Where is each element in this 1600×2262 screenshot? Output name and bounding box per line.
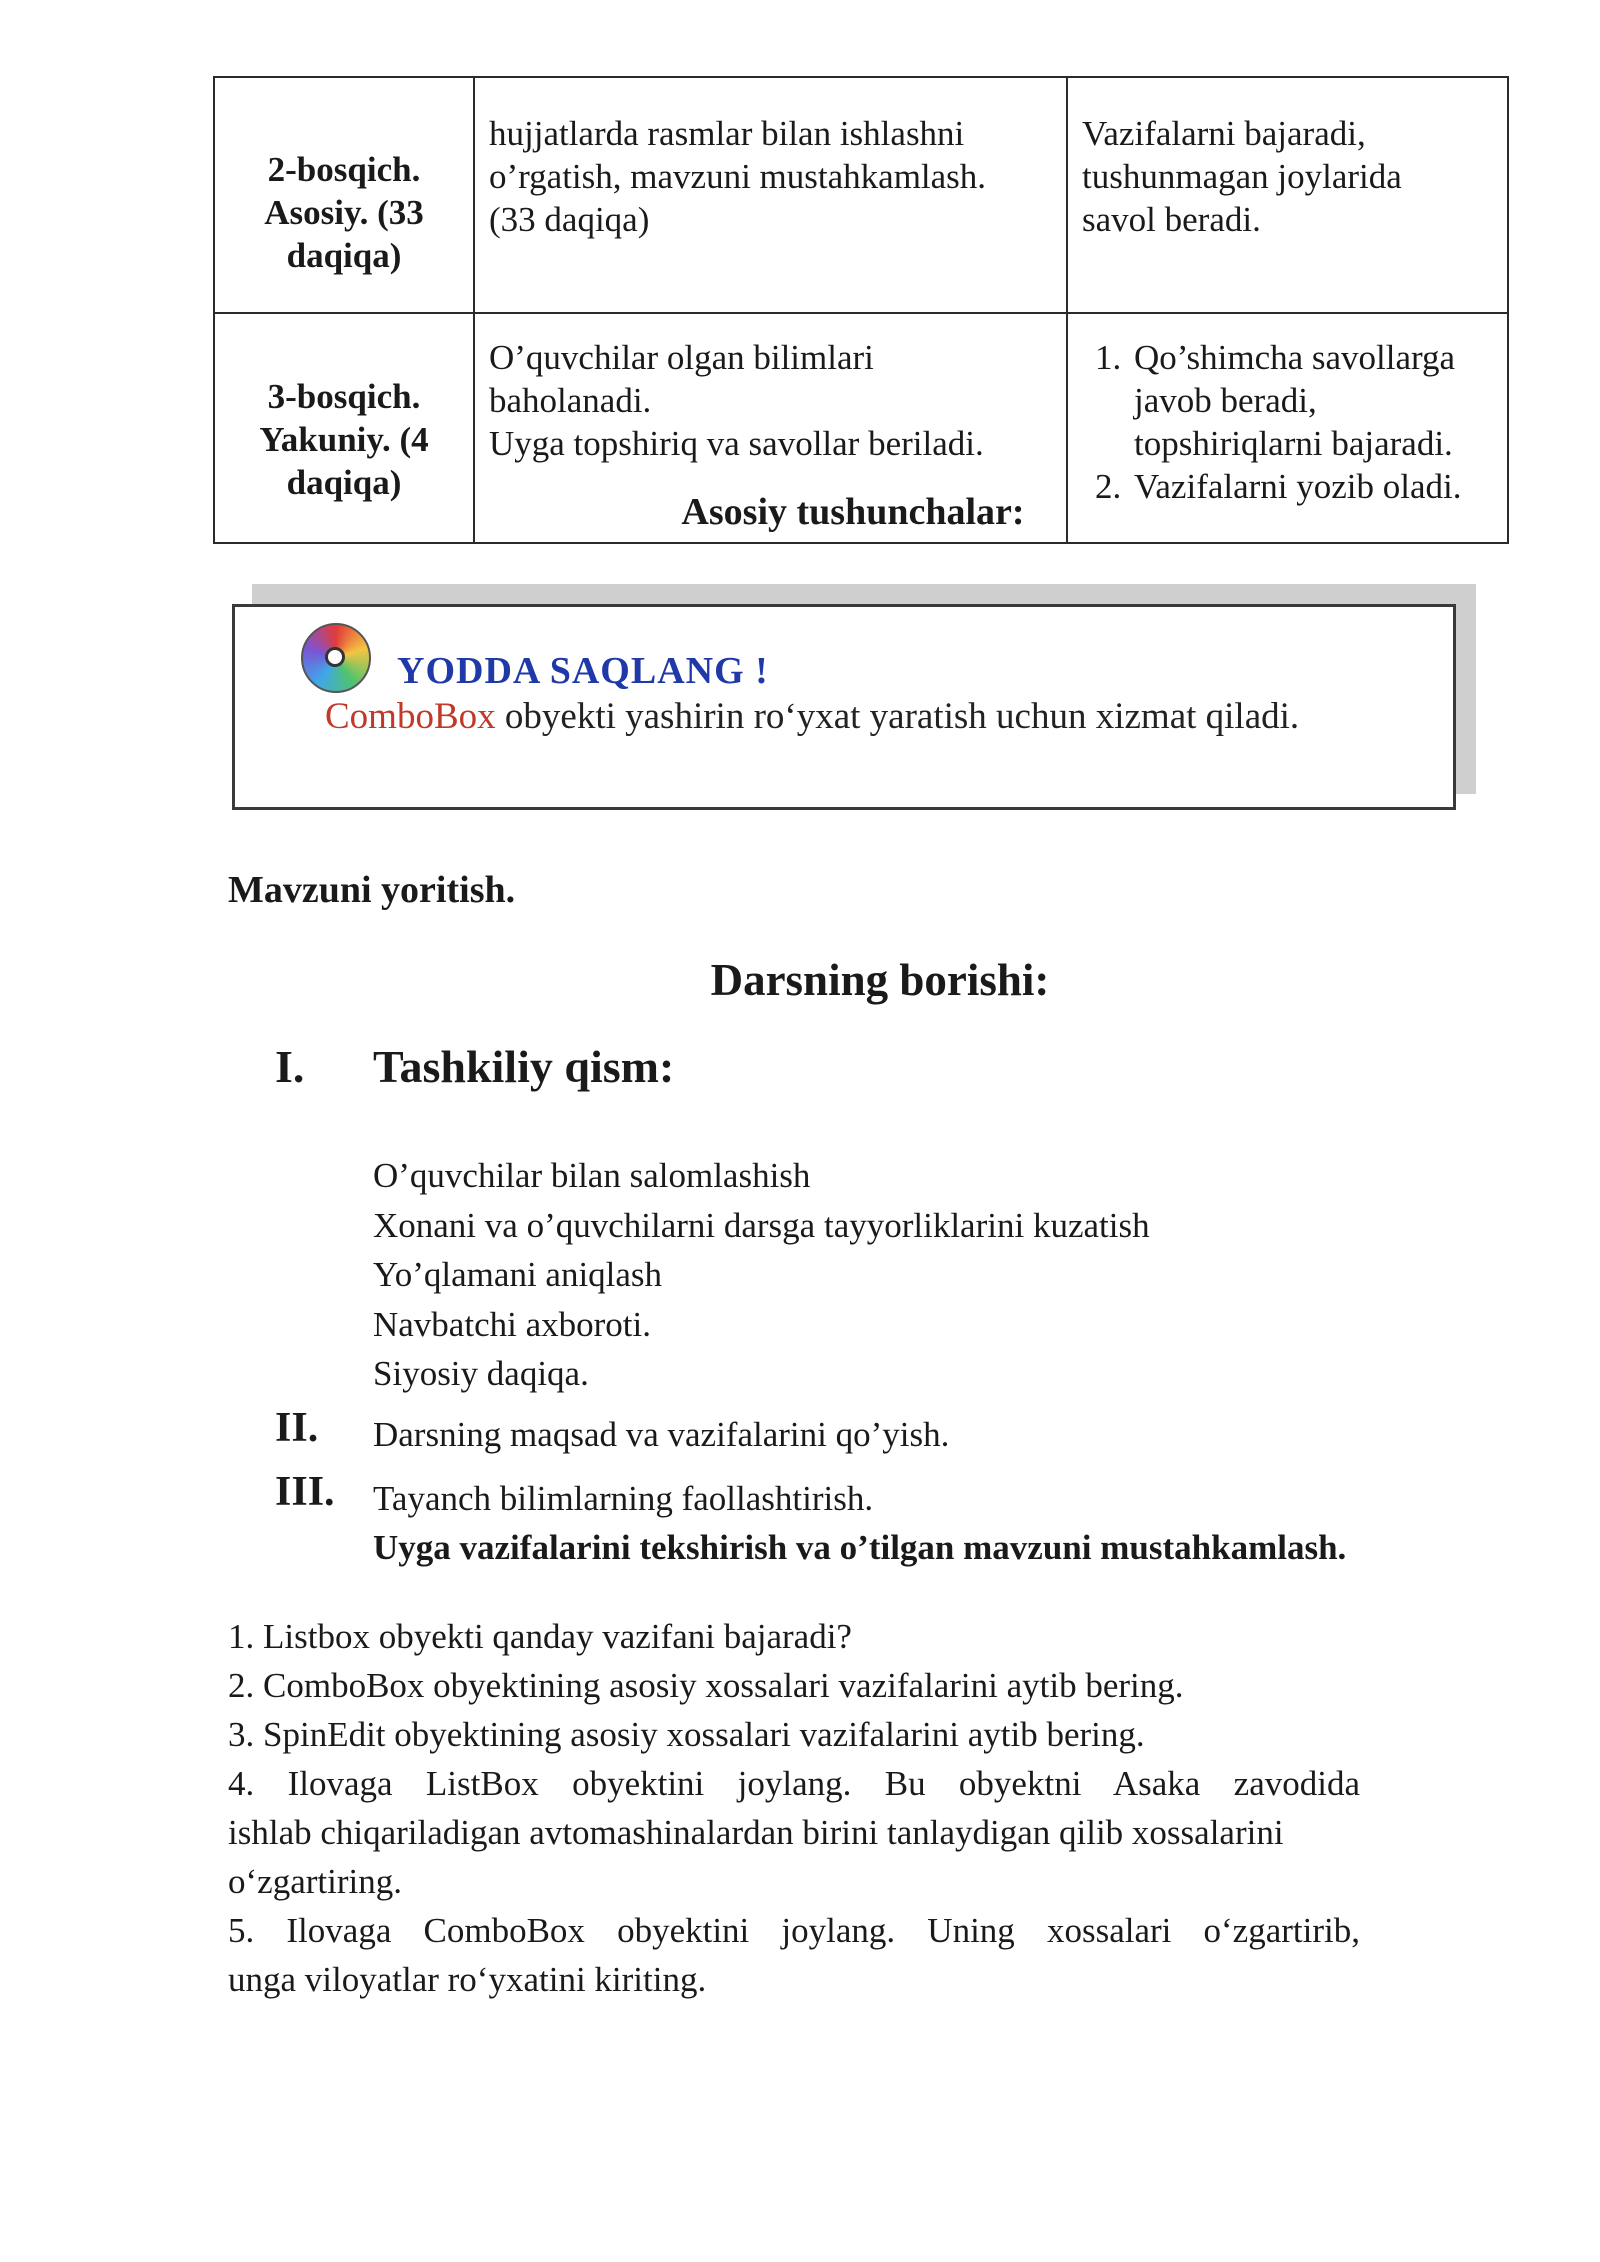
remember-box (232, 604, 1456, 810)
section-title: Tashkiliy qism: (373, 1041, 675, 1092)
question-line: 4. Ilovaga ListBox obyektini joylang. Bu obyektni Asaka zavodida (228, 1764, 1360, 1803)
table-row (214, 77, 1508, 313)
list-item: 1. Qo’shimcha savollarga javob beradi, topshiriqlarni bajaradi. (1130, 336, 1495, 465)
pupil-task-list (1082, 336, 1495, 508)
lesson-flow-heading: Darsning borishi: (710, 955, 1050, 1005)
teacher-line: baholanadi. (489, 381, 652, 420)
teacher-line: o’rgatish, mavzuni mustahkamlash. (489, 157, 987, 196)
question-line: 5. Ilovaga ComboBox obyektini joylang. Uning xossalari o‘zgartirib, (228, 1911, 1360, 1950)
remember-keyword: ComboBox (325, 696, 496, 737)
section-numeral: I. (275, 1041, 305, 1092)
question-list (228, 1612, 1360, 2004)
section-text: Tayanch bilimlarning faollashtirish. (373, 1479, 874, 1518)
list-item: Xonani va o’quvchilarni darsga tayyorliklarini kuzatish (373, 1205, 1150, 1245)
organization-list (373, 1151, 1150, 1399)
remember-text (325, 695, 1299, 738)
stage-cell (214, 77, 474, 313)
homework-check-line: Uyga vazifalarini tekshirish va o’tilgan mavzuni mustahkamlash. (373, 1528, 1347, 1567)
remember-sentence: obyekti yashirin ro‘yxat yaratish uchun xizmat qiladi. (495, 696, 1300, 737)
list-item: Yo’qlamani aniqlash (373, 1255, 663, 1294)
list-item: Siyosiy daqiqa. (373, 1354, 589, 1393)
question-line: 2. ComboBox obyektining asosiy xossalari vazifalarini aytib bering. (228, 1666, 1184, 1705)
stage-line: daqiqa) (286, 462, 402, 502)
stage-line: 3-bosqich. (267, 376, 421, 416)
question-line: 1. Listbox obyekti qanday vazifani bajaradi? (228, 1617, 852, 1656)
question-line: o‘zgartiring. (228, 1862, 402, 1901)
stage-line: daqiqa) (286, 235, 402, 275)
list-item: O’quvchilar bilan salomlashish (373, 1156, 811, 1195)
stage-line: Asosiy. (33 (264, 192, 424, 232)
list-item: 2. Vazifalarni yozib oladi. (1130, 465, 1495, 508)
section-heading: Asosiy tushunchalar: (681, 491, 1025, 533)
stage-line: 2-bosqich. (267, 149, 421, 189)
section-text: Darsning maqsad va vazifalarini qo’yish. (373, 1415, 950, 1454)
pupil-line: tushunmagan joylarida (1082, 157, 1402, 196)
lesson-stages-table (213, 76, 1509, 544)
stage-line: Yakuniy. (4 (259, 419, 429, 459)
question-line: 3. SpinEdit obyektining asosiy xossalari vazifalarini aytib bering. (228, 1715, 1145, 1754)
section-numeral: II. (275, 1405, 319, 1451)
pupil-activity-cell (1067, 77, 1508, 313)
cd-disc-icon (301, 623, 371, 693)
teacher-line: Uyga topshiriq va savollar beriladi. (489, 424, 984, 463)
teacher-line: (33 daqiqa) (489, 200, 650, 239)
topic-heading: Mavzuni yoritish. (228, 869, 516, 911)
teacher-line: hujjatlarda rasmlar bilan ishlashni (489, 114, 965, 153)
question-line: ishlab chiqariladigan avtomashinalardan birini tanlaydigan qilib xossalarini (228, 1813, 1284, 1852)
question-line: unga viloyatlar ro‘yxatini kiriting. (228, 1960, 707, 1999)
teacher-line: O’quvchilar olgan bilimlari (489, 338, 874, 377)
remember-title: YODDA SAQLANG ! (397, 650, 769, 692)
pupil-line: Vazifalarni bajaradi, (1082, 114, 1366, 153)
pupil-line: savol beradi. (1082, 200, 1261, 239)
list-item: Navbatchi axboroti. (373, 1304, 651, 1344)
teacher-activity-cell (474, 77, 1067, 313)
section-numeral: III. (275, 1469, 335, 1515)
